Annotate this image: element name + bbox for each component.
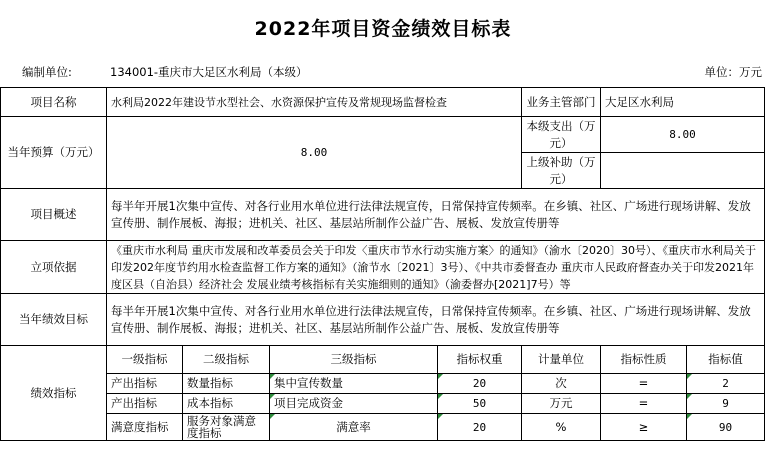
project-name-value: 水利局2022年建设节水型社会、水资源保护宣传及常规现场监督检查 xyxy=(107,88,522,117)
row-level1: 满意度指标 xyxy=(107,414,183,441)
row-nature: = xyxy=(601,394,687,414)
row-weight: 20 xyxy=(438,374,522,394)
budget-total: 8.00 xyxy=(107,117,522,189)
local-expense-label: 本级支出（万元） xyxy=(522,117,601,153)
money-unit: 单位：万元 xyxy=(704,65,762,79)
unit-value: 134001-重庆市大足区水利局（本级） xyxy=(110,65,308,79)
col-value: 指标值 xyxy=(687,346,765,374)
page-title: 2022年项目资金绩效目标表 xyxy=(254,18,512,40)
row-level1: 产出指标 xyxy=(107,394,183,414)
dept-value: 大足区水利局 xyxy=(601,88,765,117)
col-nature: 指标性质 xyxy=(601,346,687,374)
overview-text: 每半年开展1次集中宣传、对各行业用水单位进行法律法规宣传，日常保持宣传频率。在乡镇、社区、广场进行现场讲解、发放宣传册、制作展板、海报；进机关、社区、基层站所制作公益广告、展板、发放宣传册等 xyxy=(107,189,765,241)
project-name-label: 项目名称 xyxy=(1,88,107,117)
row-weight: 20 xyxy=(438,414,522,441)
row-level2: 数量指标 xyxy=(183,374,270,394)
dept-label: 业务主管部门 xyxy=(522,88,601,117)
unit-label: 编制单位: xyxy=(22,65,72,79)
row-nature: = xyxy=(601,374,687,394)
overview-label: 项目概述 xyxy=(1,189,107,241)
col-weight: 指标权重 xyxy=(438,346,522,374)
row-value: 9 xyxy=(687,394,765,414)
table-row xyxy=(1,374,765,394)
row-value: 90 xyxy=(687,414,765,441)
local-expense-value: 8.00 xyxy=(601,117,765,153)
row-level3: 集中宣传数量 xyxy=(270,374,438,394)
row-weight: 50 xyxy=(438,394,522,414)
row-unit: % xyxy=(522,414,601,441)
row-level2: 服务对象满意度指标 xyxy=(183,414,270,441)
row-level3: 满意率 xyxy=(270,414,438,441)
subsidy-label: 上级补助（万元） xyxy=(522,153,601,189)
indicators-label: 绩效指标 xyxy=(1,346,107,441)
goal-label: 当年绩效目标 xyxy=(1,294,107,346)
col-unit: 计量单位 xyxy=(522,346,601,374)
col-level3: 三级指标 xyxy=(270,346,438,374)
row-unit: 次 xyxy=(522,374,601,394)
goal-text: 每半年开展1次集中宣传、对各行业用水单位进行法律法规宣传，日常保持宣传频率。在乡镇、社区、广场进行现场讲解、发放宣传册、制作展板、海报；进机关、社区、基层站所制作公益广告、展板、发放宣传册等 xyxy=(107,294,765,346)
subsidy-value xyxy=(601,153,765,189)
table-row xyxy=(1,414,765,441)
performance-table xyxy=(0,87,765,441)
row-level2: 成本指标 xyxy=(183,394,270,414)
col-level2: 二级指标 xyxy=(183,346,270,374)
row-nature: ≥ xyxy=(601,414,687,441)
basis-label: 立项依据 xyxy=(1,241,107,294)
basis-text: 《重庆市水利局 重庆市发展和改革委员会关于印发〈重庆市节水行动实施方案〉的通知》（渝水〔2020〕30号）、《重庆市水利局关于印发202年度节约用水检查监督工作方案的通知》（渝节水〔2021〕3号）、《中共市委督查办 重庆市人民政府督查办关于印发2021年度区县（自治县）经济社会 发展业绩考核指标有关实施细则的通知》（渝委督办[2021]7号）等 xyxy=(107,241,765,294)
row-level1: 产出指标 xyxy=(107,374,183,394)
budget-label: 当年预算（万元） xyxy=(1,117,107,189)
row-unit: 万元 xyxy=(522,394,601,414)
row-value: 2 xyxy=(687,374,765,394)
col-level1: 一级指标 xyxy=(107,346,183,374)
row-level3: 项目完成资金 xyxy=(270,394,438,414)
table-row xyxy=(1,394,765,414)
